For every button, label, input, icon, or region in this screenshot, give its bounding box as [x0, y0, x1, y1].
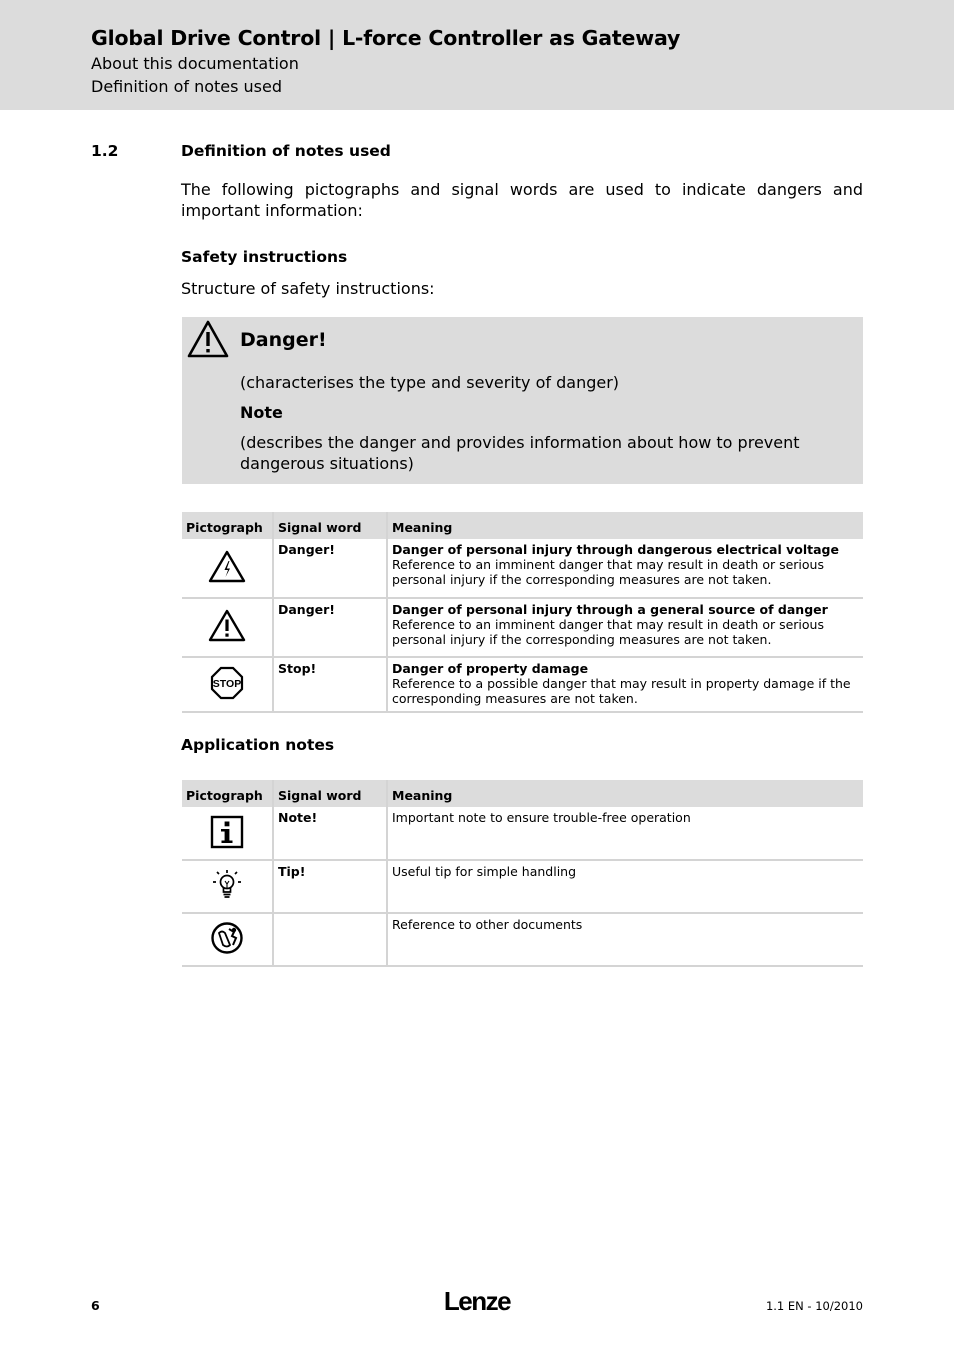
table-header-row	[182, 780, 863, 807]
application-heading: Application notes	[181, 736, 335, 754]
header-meaning: Meaning	[387, 512, 863, 539]
safety-heading: Safety instructions	[181, 248, 348, 266]
meaning-title: Danger of personal injury through a general source of danger	[392, 602, 828, 617]
page-number: 6	[91, 1298, 100, 1313]
document-reference-icon	[210, 921, 244, 955]
meaning-cell	[387, 539, 863, 598]
lenze-logo	[437, 1287, 517, 1315]
signal-word: Danger!	[273, 598, 387, 657]
stop-sign-label: STOP	[212, 678, 242, 690]
meaning-text: Reference to an imminent danger that may result in death or serious personal injury if the corresponding measures are not taken.	[392, 557, 824, 587]
pictograph-cell	[182, 807, 273, 860]
header-pictograph: Pictograph	[182, 512, 273, 539]
safety-instructions-table	[182, 512, 863, 713]
meaning-text: Reference to an imminent danger that may result in death or serious personal injury if the corresponding measures are not taken.	[392, 617, 824, 647]
pictograph-cell	[182, 539, 273, 598]
meaning-title: Danger of property damage	[392, 661, 589, 676]
section-number: 1.2	[91, 142, 119, 160]
pictograph-cell	[182, 913, 273, 966]
meaning-cell	[387, 657, 863, 712]
danger-note-label: Note	[240, 403, 283, 422]
meaning-cell	[387, 598, 863, 657]
pictograph-cell	[182, 860, 273, 913]
header-pictograph: Pictograph	[182, 780, 273, 807]
meaning-cell: Reference to other documents	[387, 913, 863, 966]
breadcrumb-chapter: About this documentation	[91, 54, 299, 73]
table-row	[182, 860, 863, 913]
table-row	[182, 807, 863, 860]
table-row	[182, 539, 863, 598]
stop-sign-icon	[210, 666, 244, 700]
danger-characterises-text: (characterises the type and severity of danger)	[240, 373, 620, 392]
info-note-icon	[210, 815, 244, 849]
meaning-title: Danger of personal injury through dangerous electrical voltage	[392, 542, 839, 557]
signal-word: Note!	[273, 807, 387, 860]
logo-text: Lenze	[443, 1287, 511, 1315]
light-bulb-tip-icon	[210, 868, 244, 902]
signal-word: Tip!	[273, 860, 387, 913]
table-row	[182, 598, 863, 657]
meaning-cell: Important note to ensure trouble-free operation	[387, 807, 863, 860]
header-band	[0, 0, 954, 110]
danger-example-box	[182, 317, 863, 484]
table-header-row	[182, 512, 863, 539]
safety-structure-text: Structure of safety instructions:	[181, 279, 435, 298]
danger-describes-text: (describes the danger and provides information about how to prevent dangerous situations)	[240, 433, 800, 473]
breadcrumb-section: Definition of notes used	[91, 77, 283, 96]
intro-paragraph: The following pictographs and signal words are used to indicate dangers and important information:	[181, 180, 863, 220]
application-notes-table	[182, 780, 863, 967]
header-meaning: Meaning	[387, 780, 863, 807]
pictograph-cell	[182, 598, 273, 657]
header-signal-word: Signal word	[273, 512, 387, 539]
table-row	[182, 913, 863, 966]
signal-word: Danger!	[273, 539, 387, 598]
document-version: 1.1 EN - 10/2010	[765, 1299, 863, 1313]
warning-triangle-icon	[186, 319, 230, 359]
document-title: Global Drive Control | L-force Controller as Gateway	[91, 26, 681, 50]
meaning-cell: Useful tip for simple handling	[387, 860, 863, 913]
section-title: Definition of notes used	[181, 142, 391, 160]
table-row	[182, 657, 863, 712]
electrical-voltage-warning-icon	[208, 550, 246, 584]
meaning-text: Reference to a possible danger that may result in property damage if the corresponding measures are not taken.	[392, 676, 851, 706]
general-danger-warning-icon	[208, 609, 246, 643]
signal-word	[273, 913, 387, 966]
header-signal-word: Signal word	[273, 780, 387, 807]
signal-word: Stop!	[273, 657, 387, 712]
pictograph-cell	[182, 657, 273, 712]
danger-title: Danger!	[240, 329, 327, 351]
